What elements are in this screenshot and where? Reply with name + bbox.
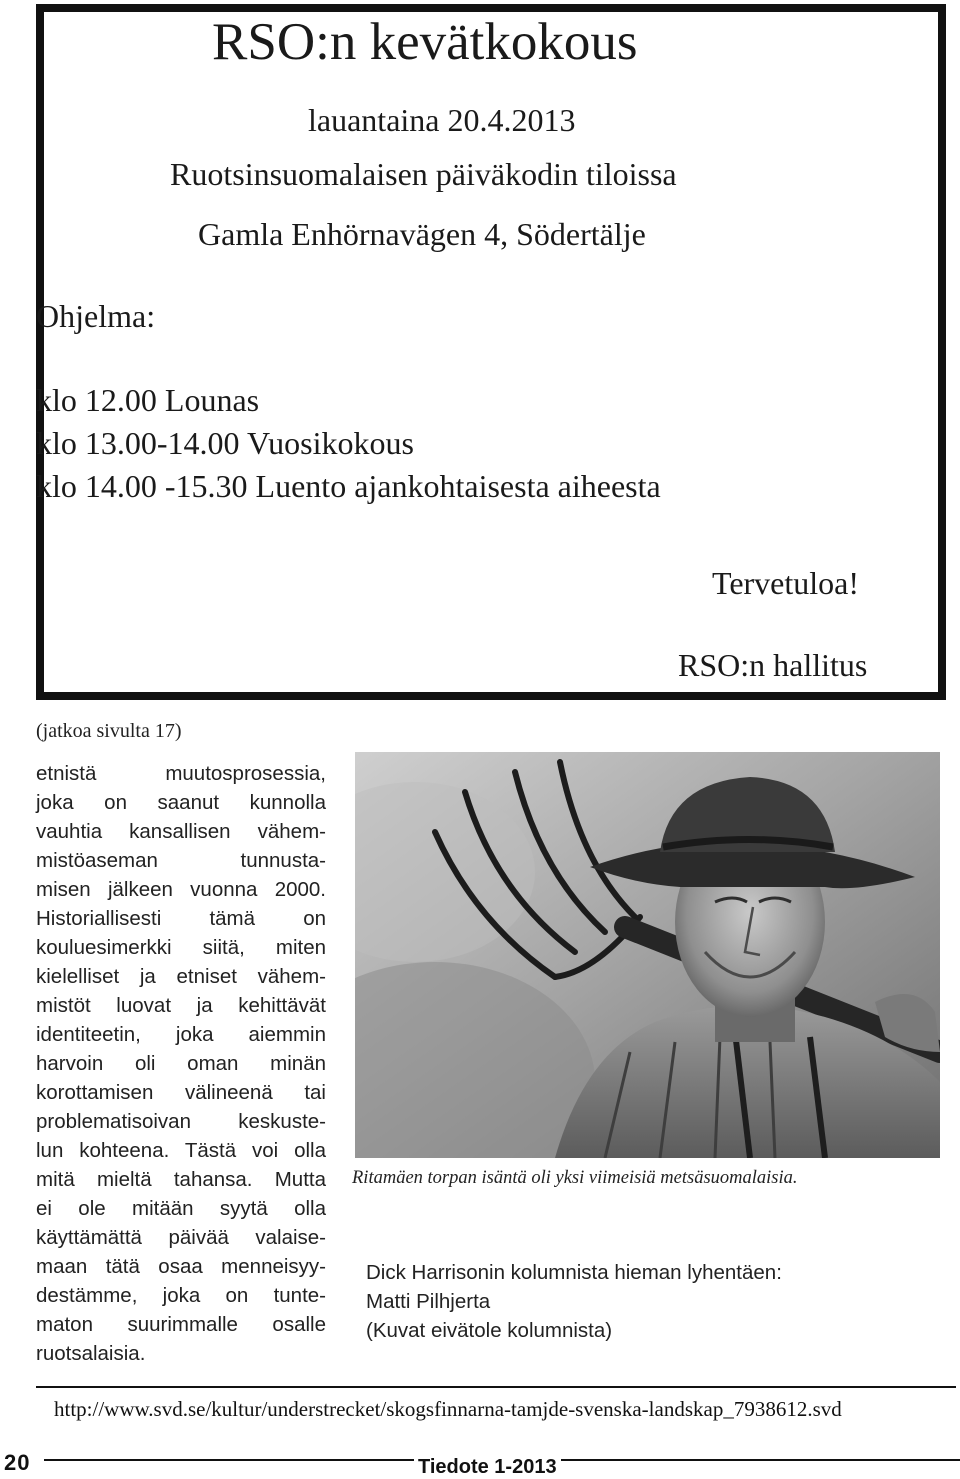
credit-block: [366, 1258, 782, 1345]
article-line: mistöt luovat ja kehittävät: [36, 994, 326, 1017]
signature: RSO:n hallitus: [678, 647, 868, 683]
article-line: identiteetin, joka aiemmin: [36, 1023, 326, 1046]
program-label: Ohjelma:: [36, 298, 156, 334]
article-line: joka on saanut kunnolla: [36, 791, 326, 814]
announcement-venue: Ruotsinsuomalaisen päiväkodin tiloissa: [170, 156, 677, 192]
article-line: korottamisen välineenä tai: [36, 1081, 326, 1104]
announcement-address: Gamla Enhörnavägen 4, Södertälje: [198, 216, 646, 252]
program-item: klo 13.00-14.00 Vuosikokous: [36, 425, 414, 461]
article-line: maton suurimmalle osalle: [36, 1313, 326, 1336]
program-item: klo 14.00 -15.30 Luento ajankohtaisesta aiheesta: [36, 468, 661, 504]
credit-line: (Kuvat eivätole kolumnista): [366, 1319, 613, 1342]
article-line: ruotsalaisia.: [36, 1342, 146, 1365]
continued-note: (jatkoa sivulta 17): [36, 720, 182, 742]
page-number: 20: [4, 1450, 31, 1475]
article-line: kielelliset ja etniset vähem-: [36, 965, 326, 988]
article-line: etnistä muutosprosessia,: [36, 762, 326, 785]
article-line: mistöaseman tunnusta-: [36, 849, 326, 872]
publication-name: Tiedote 1-2013: [414, 1456, 561, 1479]
article-line: käyttämättä päivää valaise-: [36, 1226, 326, 1249]
photo-caption: Ritamäen torpan isäntä oli yksi viimeisiä metsäsuomalaisia.: [352, 1168, 798, 1188]
article-body: [36, 759, 326, 1368]
program-item: klo 12.00 Lounas: [36, 382, 260, 418]
portrait-photo: [355, 752, 940, 1158]
credit-line: Dick Harrisonin kolumnista hieman lyhentäen:: [366, 1261, 782, 1284]
article-line: Historiallisesti tämä on: [36, 907, 326, 930]
announcement-date: lauantaina 20.4.2013: [308, 102, 576, 138]
article-line: mitä mieltä tahansa. Mutta: [36, 1168, 326, 1191]
article-line: kouluesimerkki siitä, miten: [36, 936, 326, 959]
article-line: problematisoivan keskuste-: [36, 1110, 326, 1133]
article-line: lun kohteena. Tästä voi olla: [36, 1139, 326, 1162]
article-line: maan tätä osaa menneisyy-: [36, 1255, 326, 1278]
article-line: harvoin oli oman minän: [36, 1052, 326, 1075]
article-line: misen jälkeen vuonna 2000.: [36, 878, 326, 901]
divider: [36, 1386, 956, 1388]
article-line: ei ole mitään syytä olla: [36, 1197, 326, 1220]
source-url-link[interactable]: http://www.svd.se/kultur/understrecket/skogsfinnarna-tamjde-svenska-landskap_7938612.svd: [54, 1397, 842, 1421]
welcome-text: Tervetuloa!: [712, 565, 860, 601]
article-line: destämme, joka on tunte-: [36, 1284, 326, 1307]
announcement-title: RSO:n kevätkokous: [212, 13, 638, 71]
article-line: vauhtia kansallisen vähem-: [36, 820, 326, 843]
credit-line: Matti Pilhjerta: [366, 1290, 491, 1313]
